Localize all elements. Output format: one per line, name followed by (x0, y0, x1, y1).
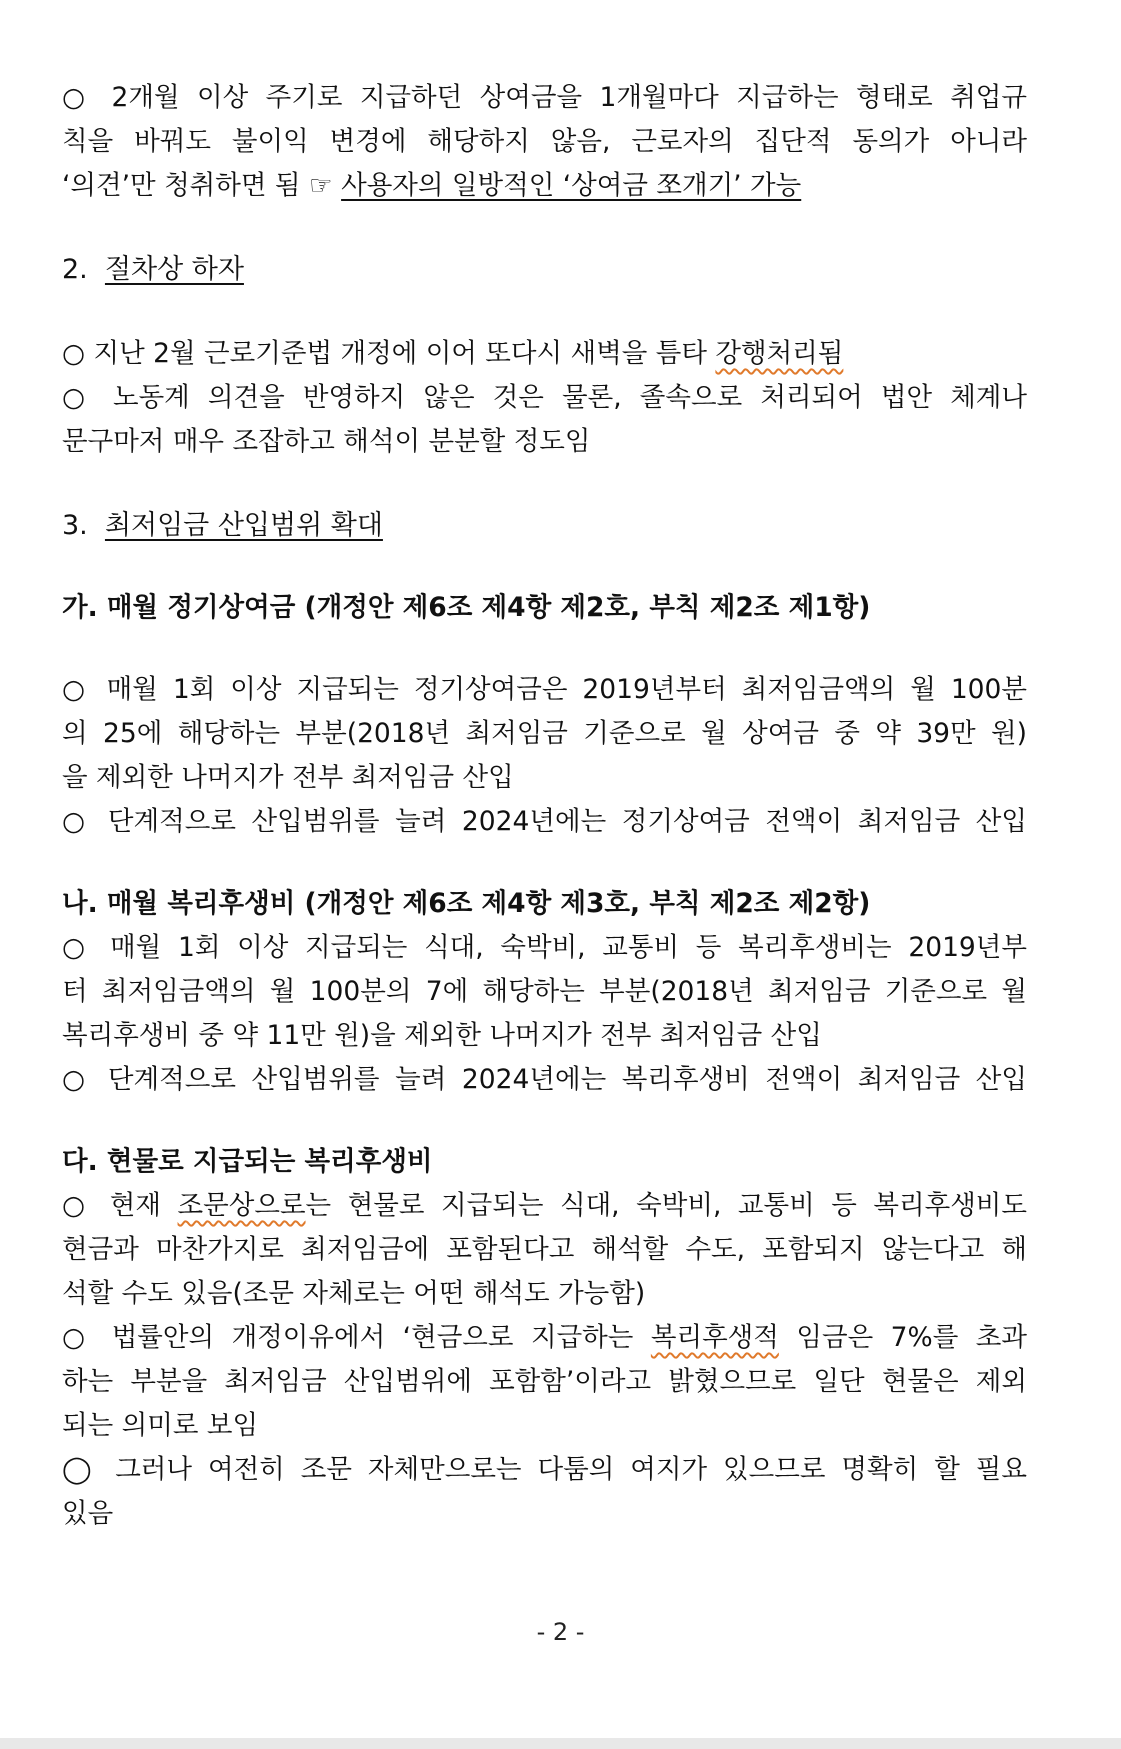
da-para-1-post: 는 현물로 지급되는 식대, 숙박비, 교통비 등 복리후생비도 (305, 1190, 1027, 1221)
section-3-title: 최저임금 산입범위 확대 (104, 510, 383, 541)
da-para-2-line-2: 하는 부분을 최저임금 산입범위에 포함함’이라고 밝혔으므로 일단 현물은 제외 (62, 1366, 1027, 1397)
da-para-2-pre: ○ 법률안의 개정이유에서 ‘현금으로 지급하는 (62, 1322, 651, 1353)
da-para-1-line-2: 현금과 마찬가지로 최저임금에 포함된다고 해석할 수도, 포함되지 않는다고 해 (62, 1234, 1027, 1265)
da-para-2-line-3: 되는 의미로 보임 (62, 1410, 259, 1441)
page-number: - 2 - (536, 1618, 585, 1646)
intro-line-2: 칙을 바꿔도 불이익 변경에 해당하지 않음, 근로자의 집단적 동의가 아니라 (62, 126, 1027, 157)
ga-para-1-line-2: 의 25에 해당하는 부분(2018년 최저임금 기준으로 월 상여금 중 약 39만 원) (62, 718, 1027, 749)
intro-underlined-conclusion: 사용자의 일방적인 ‘상여금 쪼개기’ 가능 (341, 170, 802, 201)
intro-line-1: ○ 2개월 이상 주기로 지급하던 상여금을 1개월마다 지급하는 형태로 취업규 (62, 82, 1027, 113)
sec2-para-1 (62, 332, 1027, 376)
subsection-ga-title: 가. 매월 정기상여금 (개정안 제6조 제4항 제2호, 부칙 제2조 제1항) (62, 592, 871, 623)
da-para-2-post: 임금은 7%를 초과 (778, 1322, 1027, 1353)
ga-para-1-line-3: 을 제외한 나머지가 전부 최저임금 산입 (62, 762, 514, 793)
da-para-3-line-1: ◯ 그러나 여전히 조문 자체만으로는 다툼의 여지가 있으므로 명확히 할 필요 (62, 1454, 1027, 1485)
da-para-1-line-1 (62, 1184, 1027, 1228)
ga-para-1-line-1: ○ 매월 1회 이상 지급되는 정기상여금은 2019년부터 최저임금액의 월 100분 (62, 674, 1027, 705)
sec2-para-2-line-2: 문구마저 매우 조잡하고 해석이 분분할 정도임 (62, 426, 591, 457)
spellcheck-word: 조문상으로 (177, 1190, 306, 1221)
sec2-para-2-line-1: ○ 노동계 의견을 반영하지 않은 것은 물론, 졸속으로 처리되어 법안 체계나 (62, 382, 1027, 413)
intro-line-3 (62, 164, 1027, 208)
na-para-1-line-1: ○ 매월 1회 이상 지급되는 식대, 숙박비, 교통비 등 복리후생비는 2019년부 (62, 932, 1027, 963)
page-bottom-edge (0, 1738, 1121, 1749)
da-para-2-line-1 (62, 1316, 1027, 1360)
section-2-number: 2. (62, 254, 88, 285)
da-para-3-line-2: 있음 (62, 1498, 114, 1529)
na-para-1-line-2: 터 최저임금액의 월 100분의 7에 해당하는 부분(2018년 최저임금 기준으로 월 (62, 976, 1027, 1007)
da-para-1-pre: ○ 현재 (62, 1190, 178, 1221)
section-2-title: 절차상 하자 (104, 254, 244, 285)
document-body (62, 76, 1027, 1536)
section-3-heading (62, 504, 1027, 548)
subsection-da-title: 다. 현물로 지급되는 복리후생비 (62, 1146, 433, 1177)
section-3-number: 3. (62, 510, 88, 541)
spellcheck-word: 강행처리됨 (715, 338, 844, 369)
sec2-para-1-text: ○ 지난 2월 근로기준법 개정에 이어 또다시 새벽을 틈타 (62, 338, 716, 369)
section-2-heading (62, 248, 1027, 292)
subsection-na-title: 나. 매월 복리후생비 (개정안 제6조 제4항 제3호, 부칙 제2조 제2항) (62, 888, 871, 919)
intro-line-3-text: ‘의견’만 청취하면 됨 ☞ (62, 170, 342, 201)
na-para-2: ○ 단계적으로 산입범위를 늘려 2024년에는 복리후생비 전액이 최저임금 산입 (62, 1064, 1027, 1095)
na-para-1-line-3: 복리후생비 중 약 11만 원)을 제외한 나머지가 전부 최저임금 산입 (62, 1020, 822, 1051)
spellcheck-word: 복리후생적 (650, 1322, 779, 1353)
da-para-1-line-3: 석할 수도 있음(조문 자체로는 어떤 해석도 가능함) (62, 1278, 646, 1309)
ga-para-2: ○ 단계적으로 산입범위를 늘려 2024년에는 정기상여금 전액이 최저임금 산입 (62, 806, 1027, 837)
